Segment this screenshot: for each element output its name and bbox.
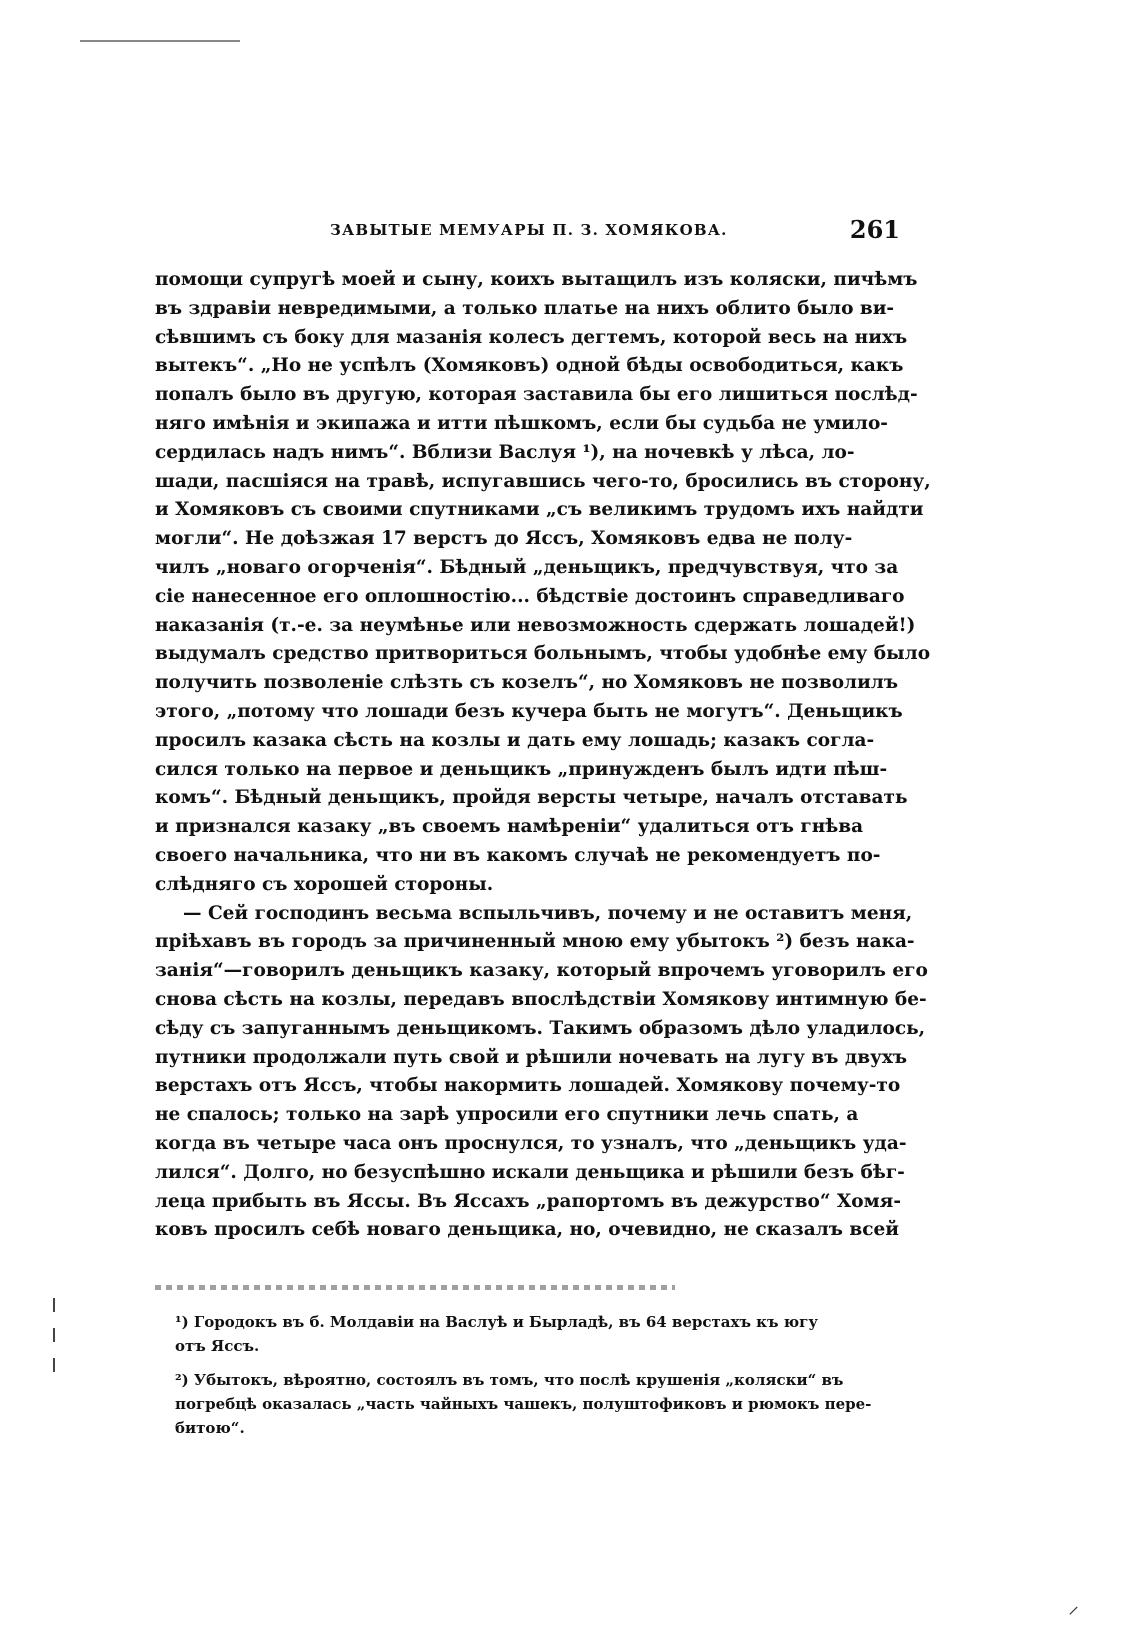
running-head: ЗАВЫТЫЕ МЕМУАРЫ П. З. ХОМЯКОВА. (330, 221, 728, 239)
text-line: комъ“. Бѣдный деньщикъ, пройдя версты четыре, началъ отставать (155, 787, 908, 809)
footnote-marker: ¹) (175, 1313, 189, 1331)
text-line: выдумалъ средство притвориться больнымъ, чтобы удобнѣе ему было (155, 643, 931, 665)
footnote-1 (175, 1310, 900, 1358)
text-line: пріѣхавъ въ городъ за причиненный мною ему убытокъ ²) безъ нака- (155, 931, 915, 953)
page-number: 261 (849, 215, 900, 244)
text-line: ковъ просилъ себѣ новаго деньщика, но, очевидно, не сказалъ всей (155, 1219, 900, 1241)
text-line: — Сей господинъ весьма вспыльчивъ, почему и не оставитъ меня, (183, 902, 913, 924)
text-line: своего начальника, что ни въ какомъ случаѣ не рекомендуетъ по- (155, 844, 881, 866)
text-line: и Хомяковъ съ своими спутниками „съ великимъ трудомъ ихъ найдти (155, 499, 924, 521)
text-line: и признался казаку „въ своемъ намѣреніи“ удалиться отъ гнѣва (155, 816, 864, 838)
footnote-2 (175, 1368, 900, 1440)
corner-mark-icon: ⸝ (1068, 1594, 1080, 1619)
text-line: наказанія (т.-е. за неумѣнье или невозможность сдержать лошадей!) (155, 614, 916, 636)
margin-tick (53, 1298, 55, 1312)
footnotes (175, 1310, 900, 1450)
text-line: чилъ „новаго огорченія“. Бѣдный „деньщикъ, предчувствуя, что за (155, 556, 899, 578)
footnote-line (175, 1310, 900, 1334)
text-line: могли“. Не доѣзжая 17 верстъ до Яссъ, Хомяковъ едва не полу- (155, 528, 853, 550)
margin-tick (53, 1358, 55, 1372)
footnote-text: Городокъ въ б. Молдавіи на Васлуѣ и Бырладѣ, въ 64 верстахъ къ югу (193, 1313, 818, 1331)
footnote-line (175, 1368, 900, 1392)
text-line: попалъ было въ другую, которая заставила бы его лишиться послѣд- (155, 384, 918, 406)
text-line: этого, „потому что лошади безъ кучера быть не могутъ“. Деньщикъ (155, 700, 903, 722)
text-line: занія“—говорилъ деньщикъ казаку, который впрочемъ уговорилъ его (155, 960, 928, 982)
text-line: путники продолжали путь свой и рѣшили ночевать на лугу въ двухъ (155, 1046, 908, 1068)
text-line: сился только на первое и деньщикъ „принужденъ былъ идти пѣш- (155, 758, 888, 780)
text-line: няго имѣнія и экипажа и итти пѣшкомъ, если бы судьба не умило- (155, 412, 888, 434)
text-line: сѣвшимъ съ боку для мазанія колесъ дегтемъ, которой весь на нихъ (155, 326, 908, 348)
text-line: помощи супругѣ моей и сыну, коихъ вытащилъ изъ коляски, пичѣмъ (155, 269, 918, 290)
text-line: вытекъ“. „Но не успѣлъ (Хомяковъ) одной бѣды освободиться, какъ (155, 355, 904, 377)
footnote-line: погребцѣ оказалась „часть чайныхъ чашекъ, полуштофиковъ и рюмокъ пере- (175, 1395, 872, 1413)
text-line: лился“. Долго, но безуспѣшно искали деньщика и рѣшили безъ бѣг- (155, 1161, 905, 1183)
text-line: сердилась надъ нимъ“. Вблизи Васлуя ¹), на ночевкѣ у лѣса, ло- (155, 441, 855, 463)
footnote-marker: ²) (175, 1371, 189, 1389)
text-line: просилъ казака сѣсть на козлы и дать ему лошадь; казакъ согла- (155, 729, 875, 751)
body-text (155, 266, 931, 1245)
text-line: слѣдняго съ хорошей стороны. (155, 873, 494, 895)
text-line: сіе нанесенное его оплошностію... бѣдствіе достоинъ справедливаго (155, 585, 905, 607)
text-line: получить позволеніе слѣзть съ козелъ“, но Хомяковъ не позволилъ (155, 672, 899, 694)
text-line: не спалось; только на зарѣ упросили его спутники лечь спать, а (155, 1104, 859, 1126)
text-line: верстахъ отъ Яссъ, чтобы накормить лошадей. Хомякову почему-то (155, 1075, 901, 1097)
scan-edge-line (80, 40, 240, 42)
footnote-line: битою“. (175, 1419, 245, 1437)
footnote-line: отъ Яссъ. (175, 1337, 260, 1355)
text-line: леца прибыть въ Яссы. Въ Яссахъ „рапортомъ въ дежурство“ Хомя- (155, 1190, 902, 1212)
text-line: сѣду съ запуганнымъ деньщикомъ. Такимъ образомъ дѣло уладилось, (155, 1017, 926, 1039)
text-line: снова сѣсть на козлы, передавъ впослѣдствіи Хомякову интимную бе- (155, 988, 927, 1010)
cut-off-line (155, 1285, 675, 1290)
text-line: шади, пасшіяся на травѣ, испугавшись чего-то, бросились въ сторону, (155, 470, 931, 492)
margin-tick (53, 1328, 55, 1342)
text-line: въ здравіи невредимыми, а только платье на нихъ облито было ви- (155, 297, 895, 319)
page-header (330, 215, 900, 245)
footnote-text: Убытокъ, вѣроятно, состоялъ въ томъ, что послѣ крушенія „коляски“ въ (193, 1371, 844, 1389)
text-line: когда въ четыре часа онъ проснулся, то узналъ, что „деньщикъ уда- (155, 1132, 907, 1154)
